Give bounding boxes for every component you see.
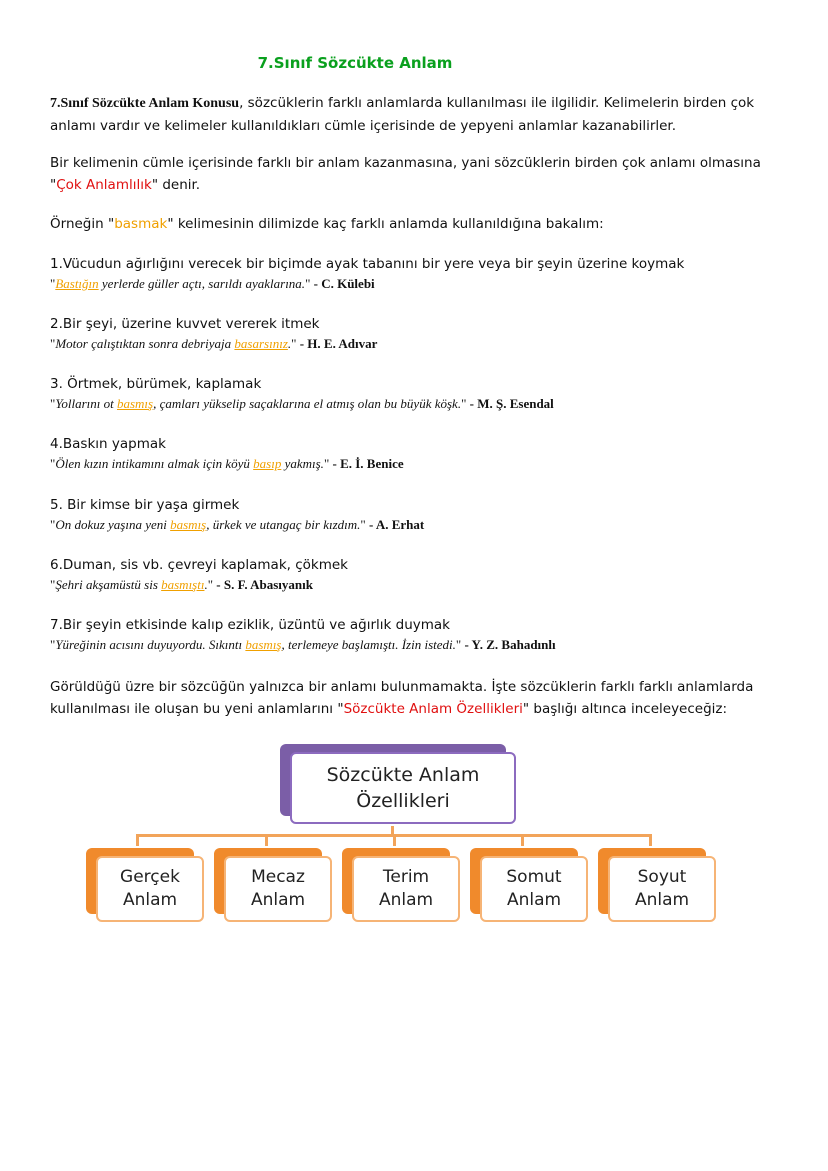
concept-diagram bbox=[0, 738, 828, 958]
quote-author: - C. Külebi bbox=[310, 276, 375, 291]
quote-text: Yüreğinin acısını duyuyordu. Sıkıntı bbox=[55, 637, 246, 652]
example-intro-before: Örneğin " bbox=[50, 216, 115, 232]
quote-text: Motor çalıştıktan sonra debriyaja bbox=[55, 336, 235, 351]
sense-item bbox=[50, 434, 790, 474]
child-node: Somut Anlam bbox=[480, 856, 588, 922]
definition-term: Çok Anlamlılık bbox=[56, 177, 152, 193]
sense-heading: 2.Bir şeyi, üzerine kuvvet vererek itmek bbox=[50, 316, 320, 332]
sense-quote: "Motor çalıştıktan sonra debriyaja basarsınız." - H. E. Adıvar bbox=[50, 336, 378, 351]
quote-author: - E. İ. Benice bbox=[329, 456, 404, 471]
intro-bold-lead: 7.Sınıf Sözcükte Anlam Konusu bbox=[50, 96, 240, 111]
quote-keyword: basmış bbox=[116, 396, 154, 411]
quote-keyword: basmıştı bbox=[161, 577, 205, 592]
root-node: Sözcükte Anlam Özellikleri bbox=[290, 752, 516, 824]
connector-line bbox=[521, 834, 524, 846]
quote-text: . bbox=[204, 577, 208, 592]
quote-text: . bbox=[287, 336, 292, 351]
connector-line bbox=[136, 834, 139, 846]
intro-text: , sözcüklerin farklı anlamlarda kullanılması ile ilgilidir. Kelimelerin birden çok anlamı vardır ve kelimeler kullanıldıkları cümle içerisinde de yepyeni anlamlar kazanabilirler. bbox=[50, 95, 755, 134]
quote-author: - M. Ş. Esendal bbox=[466, 396, 554, 411]
sense-item bbox=[50, 314, 790, 354]
example-intro bbox=[50, 213, 780, 235]
conclusion-before: Görüldüğü üzre bir sözcüğün yalnızca bir anlamı bulunmamakta. İşte sözcüklerin farklı farklı anlamlarda kullanılması ile oluşan bu yeni anlamlarını " bbox=[50, 679, 754, 717]
child-node: Gerçek Anlam bbox=[96, 856, 204, 922]
connector-line bbox=[265, 834, 268, 846]
quote-keyword: basmış bbox=[245, 637, 282, 652]
child-node: Soyut Anlam bbox=[608, 856, 716, 922]
sense-heading: 5. Bir kimse bir yaşa girmek bbox=[50, 497, 240, 513]
child-node: Mecaz Anlam bbox=[224, 856, 332, 922]
sense-heading: 3. Örtmek, bürümek, kaplamak bbox=[50, 376, 262, 392]
sense-heading: 4.Baskın yapmak bbox=[50, 436, 166, 452]
sense-quote: "Ölen kızın intikamını almak için köyü basıp yakmış." - E. İ. Benice bbox=[50, 456, 404, 471]
quote-text: Şehri akşamüstü sis bbox=[55, 577, 162, 592]
connector-line bbox=[393, 834, 396, 846]
sense-item bbox=[50, 495, 790, 535]
sense-item bbox=[50, 555, 790, 595]
sense-quote: "On dokuz yaşına yeni basmış, ürkek ve utangaç bir kızdım." - A. Erhat bbox=[50, 517, 425, 532]
quote-text: yakmış. bbox=[281, 456, 324, 471]
quote-text: Ölen kızın intikamını almak için köyü bbox=[55, 456, 254, 471]
quote-text: , çamları yükselip saçaklarına el atmış olan bu büyük köşk. bbox=[153, 396, 462, 411]
quote-author: - A. Erhat bbox=[365, 517, 425, 532]
sense-heading: 7.Bir şeyin etkisinde kalıp eziklik, üzüntü ve ağırlık duymak bbox=[50, 617, 451, 633]
connector-line bbox=[649, 834, 652, 846]
intro-paragraph bbox=[50, 92, 780, 137]
definition-paragraph bbox=[50, 152, 780, 196]
child-node: Terim Anlam bbox=[352, 856, 460, 922]
sense-quote: "Yüreğinin acısını duyuyordu. Sıkıntı basmış, terlemeye başlamıştı. İzin istedi." - Y. Z. Bahadınlı bbox=[50, 637, 556, 652]
quote-keyword: basıp bbox=[253, 456, 282, 471]
sense-quote: "Bastığın yerlerde güller açtı, sarıldı ayaklarına." - C. Külebi bbox=[50, 276, 375, 291]
sense-heading: 1.Vücudun ağırlığını verecek bir biçimde ayak tabanını bir yere veya bir şeyin üzerine koymak bbox=[50, 256, 685, 272]
quote-text: yerlerde güller açtı, sarıldı ayaklarına. bbox=[98, 276, 306, 291]
quote-keyword: basarsınız bbox=[234, 336, 288, 351]
quote-author: - S. F. Abasıyanık bbox=[213, 577, 313, 592]
sense-heading: 6.Duman, sis vb. çevreyi kaplamak, çökmek bbox=[50, 557, 348, 573]
conclusion-paragraph bbox=[50, 676, 780, 720]
quote-author: - Y. Z. Bahadınlı bbox=[461, 637, 556, 652]
sense-quote: "Yollarını ot basmış, çamları yükselip saçaklarına el atmış olan bu büyük köşk." - M. Ş. Esendal bbox=[50, 396, 554, 411]
quote-author: - H. E. Adıvar bbox=[296, 336, 378, 351]
example-intro-after: " kelimesinin dilimizde kaç farklı anlamda kullanıldığına bakalım: bbox=[167, 216, 604, 232]
definition-text-before: Bir kelimenin cümle içerisinde farklı bir anlam kazanmasına, yani sözcüklerin birden çok anlamı olmasına " bbox=[50, 155, 761, 193]
quote-keyword: Bastığın bbox=[55, 276, 99, 291]
sense-item bbox=[50, 254, 790, 294]
quote-text: On dokuz yaşına yeni bbox=[55, 517, 171, 532]
definition-text-after: " denir. bbox=[151, 177, 201, 193]
quote-text: , ürkek ve utangaç bir kızdım. bbox=[206, 517, 361, 532]
sense-quote: "Şehri akşamüstü sis basmıştı." - S. F. Abasıyanık bbox=[50, 577, 313, 592]
example-word: basmak bbox=[114, 216, 168, 232]
conclusion-after: " başlığı altınca inceleyeceğiz: bbox=[522, 701, 728, 717]
conclusion-term: Sözcükte Anlam Özellikleri bbox=[343, 701, 523, 717]
sense-item bbox=[50, 374, 790, 414]
quote-text: , terlemeye başlamıştı. İzin istedi. bbox=[281, 637, 456, 652]
quote-text: Yollarını ot bbox=[55, 396, 117, 411]
quote-keyword: basmış bbox=[170, 517, 207, 532]
page-title: 7.Sınıf Sözcükte Anlam bbox=[257, 54, 453, 72]
sense-item bbox=[50, 615, 790, 655]
